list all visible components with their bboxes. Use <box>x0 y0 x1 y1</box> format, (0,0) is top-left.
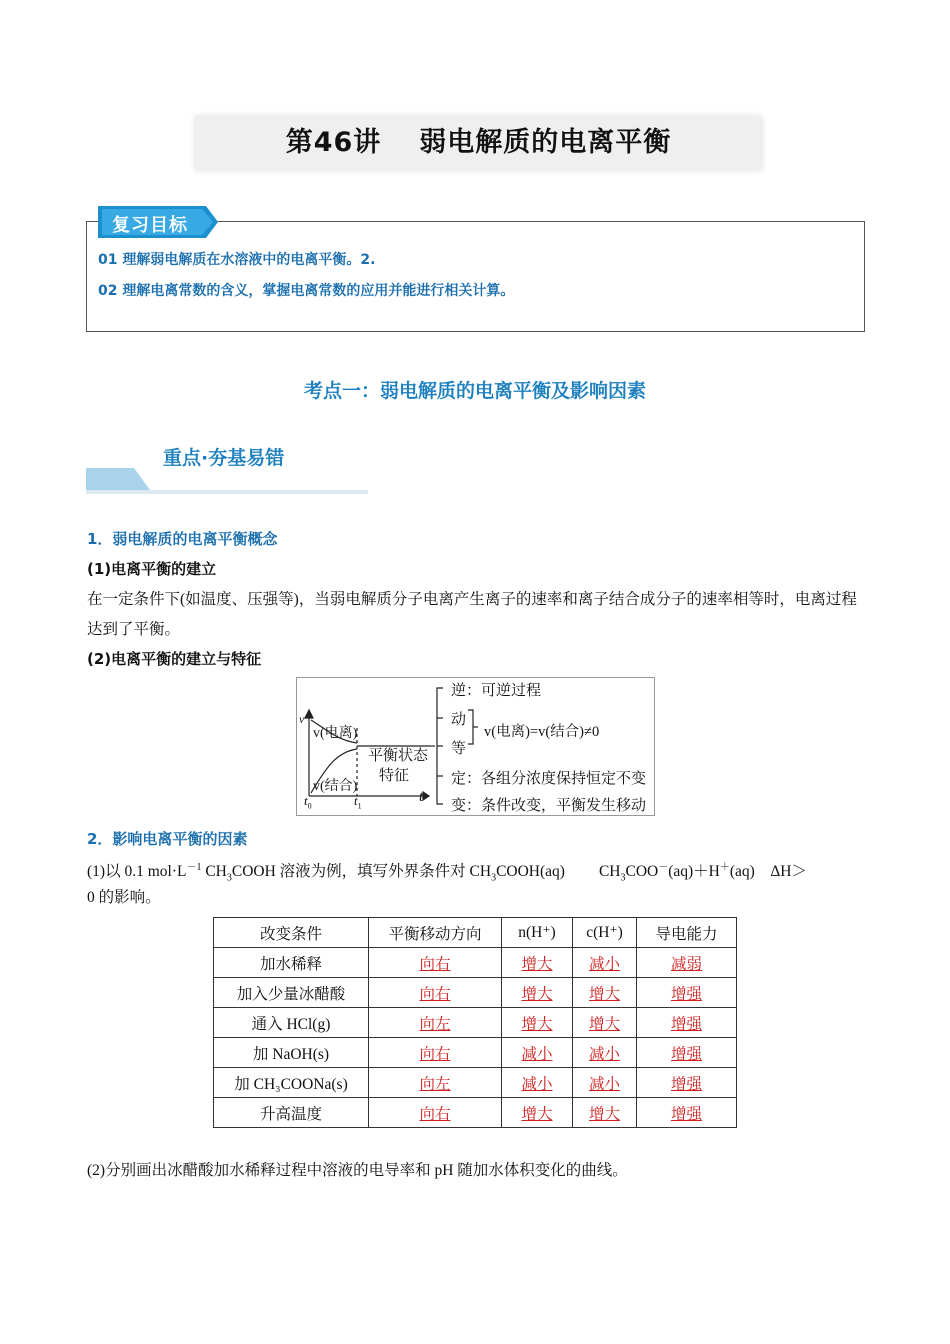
table-cell: 减小 <box>502 1068 573 1098</box>
table-cell: 通入 HCl(g) <box>214 1008 369 1038</box>
table-cell: 增大 <box>502 948 573 978</box>
review-goals-tab <box>98 206 220 238</box>
table-cell: 增强 <box>637 1038 737 1068</box>
table-row <box>214 978 737 1008</box>
section-2-heading: 2．影响电离平衡的因素 <box>87 830 248 848</box>
question-2: (2)分别画出冰醋酸加水稀释过程中溶液的电导率和 pH 随加水体积变化的曲线。 <box>87 1162 628 1179</box>
feature-equal-rates: v(电离)=v(结合)≠0 <box>484 724 600 740</box>
paragraph-ionization-equilibrium: 在一定条件下(如温度、压强等)，当弱电解质分子电离产生离子的速率和离子结合成分子的速率相等时，电离过程达到了平衡。 <box>87 591 857 638</box>
table-cell: 升高温度 <box>214 1098 369 1128</box>
t1-label: $t_1$ <box>354 793 362 811</box>
t-axis-label: t <box>419 789 424 805</box>
feature-reversible: 逆：可逆过程 <box>451 683 542 699</box>
feature-changing: 变：条件改变，平衡发生移动 <box>451 798 647 814</box>
equilibrium-state-label: 平衡状态 <box>368 748 429 764</box>
table-cell: 增强 <box>637 1008 737 1038</box>
section-2-intro: (1)以 0.1 $mol\cdot L^{-1}$ $CH_3COOH$ 溶液为例，填写外界条件对 $CH_3COOH(aq)$ $CH_3COO^-(aq)+H^+(aq)$ ΔH＞ <box>87 862 808 884</box>
feature-label: 特征 <box>379 768 410 784</box>
goal-item-2: 02 理解电离常数的含义，掌握电离常数的应用并能进行相关计算。 <box>98 283 515 299</box>
table-cell: 加水稀释 <box>214 948 369 978</box>
section-2-intro-line2: 0 的影响。 <box>87 889 161 906</box>
subheading-1-2: (2)电离平衡的建立与特征 <box>87 650 262 668</box>
section-1-heading: 1．弱电解质的电离平衡概念 <box>87 530 278 548</box>
feature-dynamic: 动 <box>451 712 467 728</box>
lecture-topic: 弱电解质的电离平衡 <box>419 127 672 158</box>
table-cell: 向左 <box>369 1068 502 1098</box>
table-cell: 减小 <box>573 948 637 978</box>
goal-item-1: 01 理解弱电解质在水溶液中的电离平衡。2. <box>98 252 376 268</box>
table-cell: 增大 <box>502 1008 573 1038</box>
header-conductivity: 导电能力 <box>637 918 737 948</box>
table-row <box>214 1038 737 1068</box>
table-cell: 减小 <box>502 1038 573 1068</box>
header-n-h: n(H⁺) <box>502 918 573 948</box>
table-cell: 增强 <box>637 1098 737 1128</box>
table-cell: 加 CH₃COONa(s) <box>214 1068 369 1098</box>
table-cell: 加入少量冰醋酸 <box>214 978 369 1008</box>
table-cell: 向右 <box>369 948 502 978</box>
table-cell: 增大 <box>573 1098 637 1128</box>
review-goals-label: 复习目标 <box>112 215 188 236</box>
table-row <box>214 1098 737 1128</box>
table-row <box>214 948 737 978</box>
feature-fixed: 定：各组分浓度保持恒定不变 <box>451 771 647 787</box>
lecture-number: 第46讲 <box>285 127 382 158</box>
table-cell: 增大 <box>573 978 637 1008</box>
table-cell: 增大 <box>502 978 573 1008</box>
t0-label: $t_0$ <box>304 793 312 811</box>
subheading-1-1: (1)电离平衡的建立 <box>87 560 217 578</box>
table-row <box>214 1008 737 1038</box>
v-combination-label: v(结合) <box>313 779 358 794</box>
table-cell: 增大 <box>573 1008 637 1038</box>
section-banner-shape <box>86 466 368 496</box>
table-cell: 增强 <box>637 1068 737 1098</box>
header-c-h: c(H⁺) <box>573 918 637 948</box>
table-cell: 向右 <box>369 1038 502 1068</box>
table-cell: 增大 <box>502 1098 573 1128</box>
table-cell: 减弱 <box>637 948 737 978</box>
header-condition: 改变条件 <box>214 918 369 948</box>
table-cell: 减小 <box>573 1038 637 1068</box>
v-ionization-label: v(电离) <box>313 726 358 741</box>
page-title <box>195 120 762 159</box>
table-cell: 加 NaOH(s) <box>214 1038 369 1068</box>
section-banner-title: 重点·夯基易错 <box>163 447 285 469</box>
v-axis-label: v <box>299 712 305 726</box>
feature-equal: 等 <box>451 741 467 757</box>
table-row <box>214 1068 737 1098</box>
table-cell: 减小 <box>573 1068 637 1098</box>
table-cell: 向右 <box>369 1098 502 1128</box>
header-shift-direction: 平衡移动方向 <box>369 918 502 948</box>
table-header-row <box>214 918 737 948</box>
influence-factors-table <box>213 917 737 1128</box>
table-cell: 增强 <box>637 978 737 1008</box>
table-cell: 向左 <box>369 1008 502 1038</box>
kaodian-title: 考点一：弱电解质的电离平衡及影响因素 <box>303 380 646 402</box>
equilibrium-diagram <box>296 677 655 816</box>
table-cell: 向右 <box>369 978 502 1008</box>
